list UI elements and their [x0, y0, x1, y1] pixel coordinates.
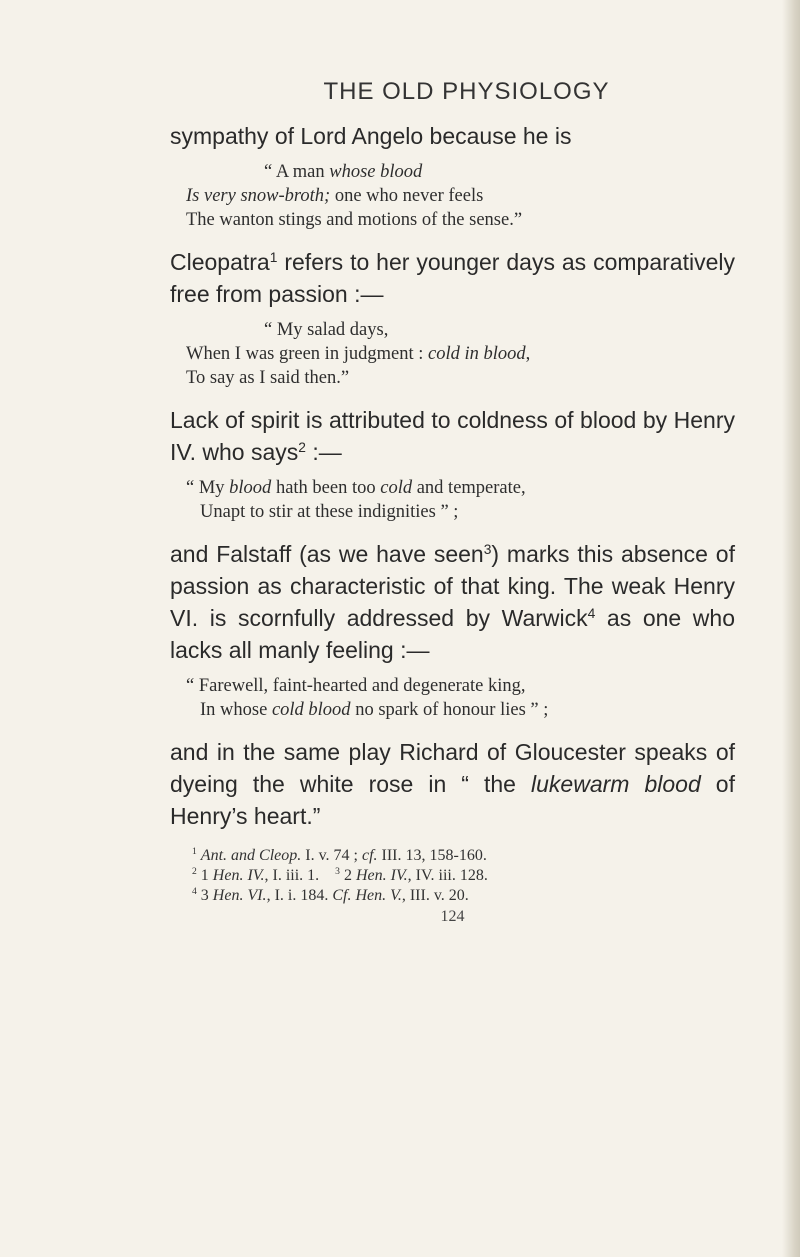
- para-text: Lack of spirit is attributed to coldness of blood by Henry IV. who says: [170, 407, 735, 465]
- footnote-text: I. v. 74 ;: [301, 847, 362, 864]
- footnote-text: , IV. iii. 128.: [407, 867, 488, 884]
- para-text: ) marks this absence of passion as characteristic of that king. The weak Henry VI. is scornfully addressed by Warwick: [170, 541, 735, 631]
- quote-text: ,: [525, 344, 531, 364]
- quote-text: and temperate,: [412, 478, 526, 498]
- footnote-text: III. 13, 158-160.: [377, 847, 487, 864]
- page-edge-shadow: [782, 0, 800, 1257]
- footnote-text: 2: [343, 867, 356, 884]
- paragraph-cleopatra: [170, 246, 735, 310]
- para-text: and in the same play Richard of Gloucester speaks of dyeing the white rose in “ the: [170, 739, 735, 797]
- quote-text: To say as I said then.”: [186, 368, 350, 388]
- footnote-ref: 3: [483, 541, 492, 557]
- para-text: of Henry’s heart.”: [170, 771, 735, 829]
- quote-text: “ My salad days,: [264, 320, 389, 340]
- para-text: as one who lacks all manly feeling :—: [170, 605, 735, 663]
- para-italic: lukewarm blood: [531, 771, 701, 797]
- paragraph-gloucester: [170, 736, 735, 832]
- quote-text: “ A man: [264, 162, 330, 182]
- quote-text: Unapt to stir at these indignities ” ;: [200, 502, 459, 522]
- para-text: Cleopatra: [170, 249, 270, 275]
- footnote-4: [192, 886, 735, 906]
- quote-italic: whose blood: [329, 162, 423, 182]
- footnote-italic: Hen. IV.: [355, 867, 408, 884]
- footnote-2-3: [192, 866, 735, 886]
- paragraph-henry-iv: [170, 404, 735, 468]
- footnote-marker: 2: [192, 866, 197, 878]
- footnote-marker: 4: [192, 886, 197, 898]
- para-text: :—: [305, 439, 342, 465]
- footnote-text: 1: [200, 867, 213, 884]
- quote-text: “ Farewell, faint-hearted and degenerate king,: [186, 676, 526, 696]
- quote-text: The wanton stings and motions of the sense.”: [186, 210, 523, 230]
- quote-text: When I was green in judgment :: [186, 344, 428, 364]
- paragraph-angelo: sympathy of Lord Angelo because he is: [170, 123, 572, 149]
- quote-line: [186, 500, 735, 524]
- footnote-marker: 1: [192, 846, 197, 858]
- quote-line: [186, 208, 735, 232]
- footnote-ref: 2: [298, 439, 306, 455]
- footnote-marker: 3: [335, 866, 340, 878]
- running-head: THE OLD PHYSIOLOGY: [323, 78, 610, 105]
- footnote-text: , III. v. 20.: [401, 887, 469, 904]
- page-number: 124: [440, 908, 465, 925]
- footnote-italic: Cf. Hen. V.: [332, 887, 402, 904]
- quote-line: [186, 342, 735, 366]
- quote-line: [186, 698, 735, 722]
- footnote-text: 3: [200, 887, 213, 904]
- quote-italic: cold blood: [271, 700, 351, 720]
- quote-measure-for-measure: [170, 160, 735, 232]
- quote-line: [186, 366, 735, 390]
- footnote-ref: 1: [269, 249, 278, 265]
- footnote-italic: cf.: [361, 847, 378, 864]
- paragraph-falstaff: [170, 538, 735, 666]
- quote-text: In whose: [200, 700, 272, 720]
- quote-text: no spark of honour lies ” ;: [350, 700, 549, 720]
- footnote-text: , I. iii. 1.: [264, 867, 320, 884]
- quote-line: [186, 318, 735, 342]
- quote-text: hath been too: [271, 478, 381, 498]
- quote-italic: blood: [229, 478, 272, 498]
- quote-italic: Is very snow-broth;: [186, 186, 331, 206]
- quote-line: [186, 184, 735, 208]
- quote-line: [186, 674, 735, 698]
- para-text: refers to her younger days as comparatively free from passion :—: [170, 249, 735, 307]
- quote-italic: cold in blood: [427, 344, 526, 364]
- quote-text: “ My: [186, 478, 230, 498]
- footnote-1: [192, 846, 735, 866]
- footnotes: [170, 846, 735, 906]
- quote-line: [186, 160, 735, 184]
- footnote-italic: Hen. IV.: [212, 867, 265, 884]
- footnote-italic: Hen. VI.: [212, 887, 267, 904]
- footnote-italic: Ant. and Cleop.: [200, 847, 302, 864]
- footnote-ref: 4: [587, 605, 596, 621]
- quote-line: [186, 476, 735, 500]
- book-page: [170, 78, 735, 926]
- quote-henry-vi: [170, 674, 735, 722]
- quote-antony-cleopatra: [170, 318, 735, 390]
- footnote-text: , I. i. 184.: [266, 887, 333, 904]
- quote-italic: cold: [380, 478, 413, 498]
- para-text: and Falstaff (as we have seen: [170, 541, 484, 567]
- quote-text: one who never feels: [330, 186, 484, 206]
- quote-henry-iv: [170, 476, 735, 524]
